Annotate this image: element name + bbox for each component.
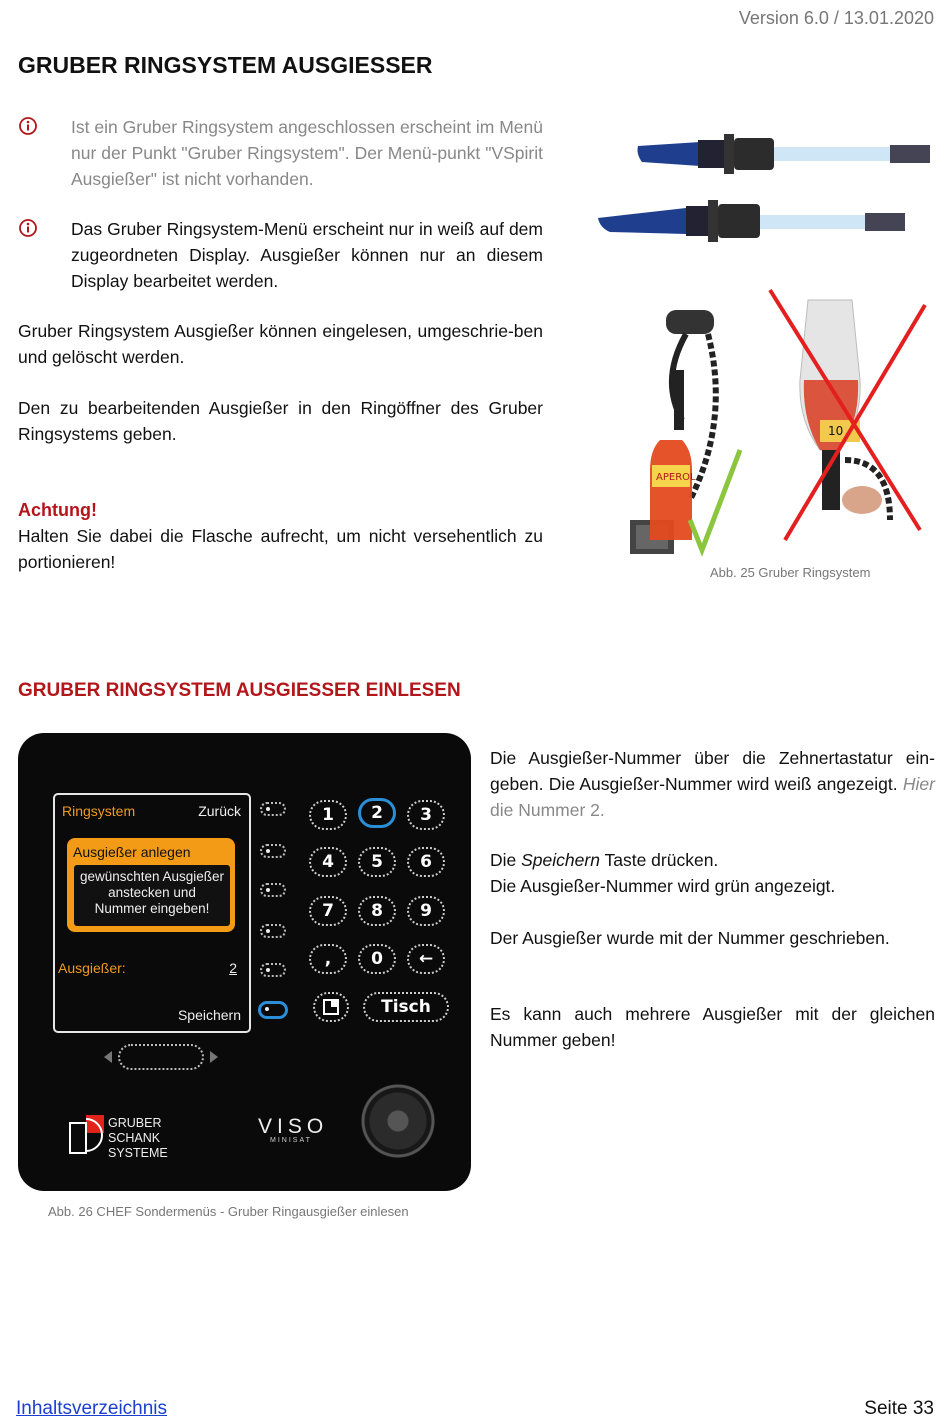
key-4[interactable]: 4 xyxy=(309,847,347,877)
instruction-3: Die Ausgießer-Nummer wird grün angezeigt. xyxy=(490,876,836,896)
nav-wheel[interactable] xyxy=(118,1044,204,1070)
dialog-line-2: anstecken und xyxy=(108,885,196,900)
key-2[interactable]: 2 xyxy=(358,798,396,828)
paragraph-1: Gruber Ringsystem Ausgießer können eingelesen, umgeschrie-ben und gelöscht werden. xyxy=(18,321,543,367)
warning-text: Halten Sie dabei die Flasche aufrecht, um nicht versehentlich zu portionieren! xyxy=(18,526,543,572)
tisch-key[interactable]: Tisch xyxy=(363,992,449,1022)
dialog-title: Ausgießer anlegen xyxy=(73,844,191,860)
instruction-2-italic: Speichern xyxy=(521,850,600,870)
info-note-2 xyxy=(18,216,543,294)
softkey-1[interactable] xyxy=(260,802,286,816)
bottle-label-right: 10 xyxy=(828,424,844,438)
viso-logo: VISO xyxy=(258,1115,329,1138)
bottle-upside-down xyxy=(770,290,925,540)
key-9[interactable]: 9 xyxy=(407,896,445,926)
info-icon xyxy=(18,218,38,238)
softkey-5[interactable] xyxy=(260,963,286,977)
pourer-number-field[interactable]: 2 xyxy=(229,960,237,976)
aperol-label: APEROL xyxy=(656,472,696,483)
info-icon xyxy=(18,116,38,136)
save-label: Speichern xyxy=(177,1007,241,1023)
key-backspace[interactable]: ← xyxy=(407,944,445,974)
gruber-logo xyxy=(68,1115,106,1155)
toc-link[interactable]: Inhaltsverzeichnis xyxy=(16,1398,168,1419)
instruction-2-suffix: Taste drücken. xyxy=(599,850,719,870)
key-1[interactable]: 1 xyxy=(309,800,347,830)
figure-26-caption: Abb. 26 CHEF Sondermenüs - Gruber Ringausgießer einlesen xyxy=(48,1204,409,1219)
key-comma[interactable]: , xyxy=(309,944,347,974)
instruction-2 xyxy=(490,847,935,899)
gruber-brand-text xyxy=(108,1116,168,1161)
softkey-4[interactable] xyxy=(260,924,286,938)
instruction-1-rest: die Nummer 2. xyxy=(490,800,605,820)
key-7[interactable]: 7 xyxy=(309,896,347,926)
brand-line-2: SCHANK xyxy=(108,1131,161,1145)
dialog-line-1: gewünschten Ausgießer xyxy=(79,869,225,884)
device-panel xyxy=(18,733,471,1191)
instruction-4: Der Ausgießer wurde mit der Nummer geschrieben. xyxy=(490,928,890,948)
softkey-3[interactable] xyxy=(260,883,286,897)
section-title-2: GRUBER RINGSYSTEM AUSGIESSER EINLESEN xyxy=(18,680,461,701)
key-3[interactable]: 3 xyxy=(407,800,445,830)
figure-25-caption: Abb. 25 Gruber Ringsystem xyxy=(710,565,871,580)
save-softkey[interactable] xyxy=(258,1001,288,1019)
paragraph-2: Den zu bearbeitenden Ausgießer in den Ringöffner des Gruber Ringsystems geben. xyxy=(18,398,543,444)
back-button[interactable]: Zurück xyxy=(198,803,241,819)
section-title: GRUBER RINGSYSTEM AUSGIESSER xyxy=(18,52,433,78)
minisat-label: MINISAT xyxy=(270,1137,312,1144)
dialog-line-3: Nummer eingeben! xyxy=(94,901,210,916)
ring-system-photo xyxy=(590,120,940,560)
pourer-1 xyxy=(638,134,931,174)
arrow-left-icon[interactable] xyxy=(100,1049,114,1065)
table-icon xyxy=(322,998,340,1016)
dialog-message xyxy=(74,865,230,926)
rotary-knob[interactable] xyxy=(361,1084,435,1158)
key-0[interactable]: 0 xyxy=(358,944,396,974)
instruction-1 xyxy=(490,745,935,823)
dialog-box xyxy=(67,838,235,932)
softkey-2[interactable] xyxy=(260,844,286,858)
version-label: Version 6.0 / 13.01.2020 xyxy=(738,8,934,28)
screen-title: Ringsystem xyxy=(62,803,136,819)
table-select-key[interactable] xyxy=(313,992,349,1022)
instruction-5: Es kann auch mehrere Ausgießer mit der gleichen Nummer geben! xyxy=(490,1004,935,1050)
brand-line-3: SYSTEME xyxy=(108,1146,168,1160)
info-text-2: Das Gruber Ringsystem-Menü erscheint nur in weiß auf dem zugeordneten Display. Ausgießer können nur an diesem Display bearbeitet werden. xyxy=(71,219,543,291)
display-screen xyxy=(53,793,251,1033)
key-8[interactable]: 8 xyxy=(358,896,396,926)
bottle-aperol xyxy=(630,310,740,554)
info-text-1: Ist ein Gruber Ringsystem angeschlossen erscheint im Menü nur der Punkt "Gruber Ringsystem". Der Menü-punkt "VSpirit Ausgießer" ist nicht vorhanden. xyxy=(71,117,543,189)
page-number: Seite 33 xyxy=(864,1398,934,1419)
key-5[interactable]: 5 xyxy=(358,847,396,877)
brand-line-1: GRUBER xyxy=(108,1116,162,1130)
instruction-2-prefix: Die xyxy=(490,850,522,870)
instruction-1-text: Die Ausgießer-Nummer über die Zehnertastatur ein-geben. Die Ausgießer-Nummer wird weiß angezeigt. xyxy=(490,748,935,794)
instruction-1-italic: Hier xyxy=(902,774,935,794)
pourer-2 xyxy=(598,200,905,242)
info-note-1 xyxy=(18,114,543,192)
key-6[interactable]: 6 xyxy=(407,847,445,877)
arrow-right-icon[interactable] xyxy=(208,1049,222,1065)
warning-title: Achtung! xyxy=(18,500,97,520)
pourer-field-label: Ausgießer: xyxy=(58,960,126,976)
